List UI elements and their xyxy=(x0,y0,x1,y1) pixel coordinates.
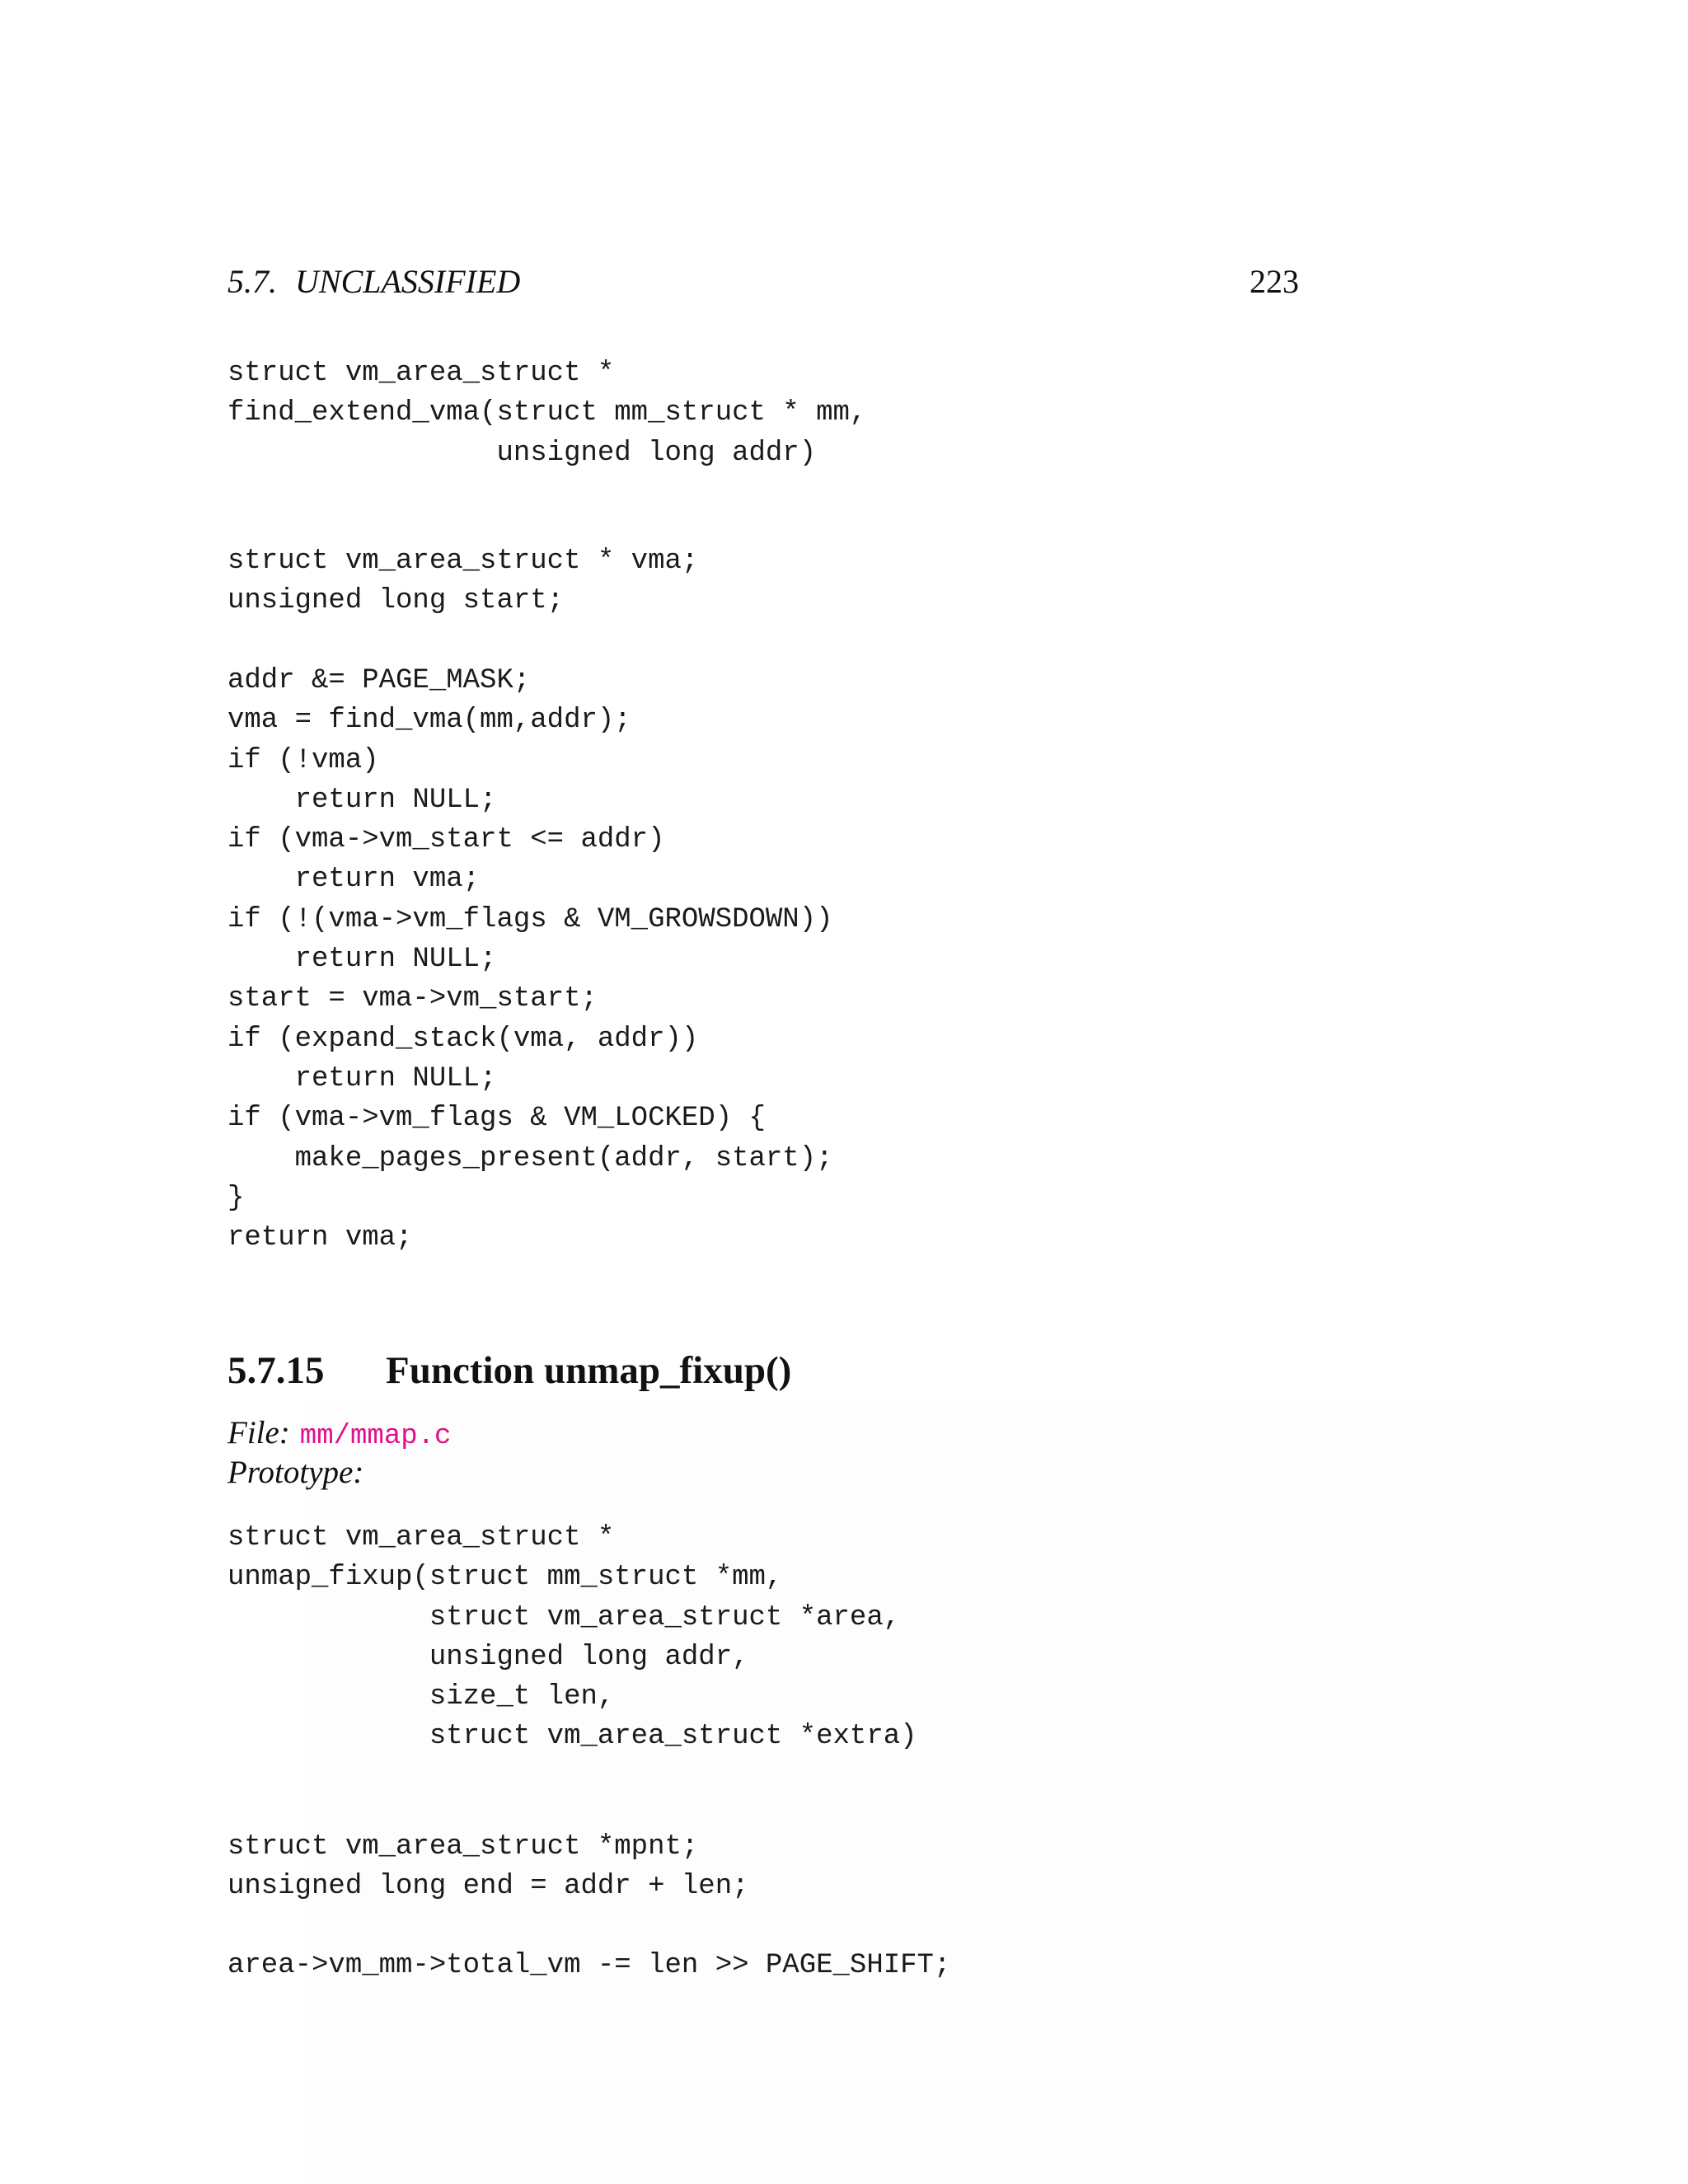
code-line: if (!(vma->vm_flags & VM_GROWSDOWN)) xyxy=(227,903,833,935)
code-block-find-extend-vma-body xyxy=(227,661,833,1258)
code-line: return vma; xyxy=(227,1222,413,1254)
code-line: struct vm_area_struct *mpnt; xyxy=(227,1831,699,1863)
code-line: struct vm_area_struct * xyxy=(227,1522,615,1554)
code-line: unmap_fixup(struct mm_struct *mm, xyxy=(227,1562,783,1594)
code-line: return NULL; xyxy=(227,1062,497,1094)
section-number: 5.7.15 xyxy=(227,1349,325,1392)
file-label: File: xyxy=(227,1415,290,1451)
code-block-unmap-fixup-prototype xyxy=(227,1518,917,1757)
code-line: return NULL; xyxy=(227,784,497,816)
file-link[interactable]: mm/mmap.c xyxy=(299,1421,452,1452)
code-line: size_t len, xyxy=(227,1681,615,1713)
code-block-unmap-fixup-body xyxy=(227,1946,950,1985)
code-line: find_extend_vma(struct mm_struct * mm, xyxy=(227,397,867,429)
code-line: vma = find_vma(mm,addr); xyxy=(227,705,631,737)
prototype-label: Prototype: xyxy=(227,1455,364,1490)
code-line: addr &= PAGE_MASK; xyxy=(227,665,531,696)
code-line: area->vm_mm->total_vm -= len >> PAGE_SHIFT; xyxy=(227,1950,951,1981)
section-title: Function unmap_fixup() xyxy=(386,1349,792,1392)
code-block-find-extend-vma-prototype xyxy=(227,354,866,473)
file-line xyxy=(227,1414,451,1452)
code-line: unsigned long start; xyxy=(227,585,565,617)
code-line: unsigned long addr) xyxy=(227,437,817,469)
prototype-line xyxy=(227,1454,363,1491)
running-head xyxy=(227,262,1299,298)
running-head-section-title: UNCLASSIFIED xyxy=(295,263,521,300)
code-line: start = vma->vm_start; xyxy=(227,983,598,1015)
code-line: if (expand_stack(vma, addr)) xyxy=(227,1023,699,1055)
code-line: struct vm_area_struct *area, xyxy=(227,1601,901,1633)
code-block-find-extend-vma-declarations xyxy=(227,541,698,621)
code-line: struct vm_area_struct *extra) xyxy=(227,1721,917,1753)
code-line: unsigned long addr, xyxy=(227,1641,749,1673)
code-line: if (vma->vm_start <= addr) xyxy=(227,824,665,856)
code-line: if (vma->vm_flags & VM_LOCKED) { xyxy=(227,1103,766,1135)
code-line: struct vm_area_struct * vma; xyxy=(227,546,699,577)
code-line: return vma; xyxy=(227,864,481,896)
code-line: struct vm_area_struct * xyxy=(227,358,615,389)
section-heading xyxy=(227,1348,791,1393)
code-line: if (!vma) xyxy=(227,744,379,776)
running-head-title xyxy=(227,262,520,301)
code-line: unsigned long end = addr + len; xyxy=(227,1871,749,1903)
page-number: 223 xyxy=(1250,263,1299,300)
code-line: } xyxy=(227,1182,245,1214)
running-head-section-number: 5.7. xyxy=(227,263,277,300)
code-line: return NULL; xyxy=(227,944,497,976)
code-block-unmap-fixup-declarations xyxy=(227,1827,749,1907)
code-line: make_pages_present(addr, start); xyxy=(227,1142,833,1174)
